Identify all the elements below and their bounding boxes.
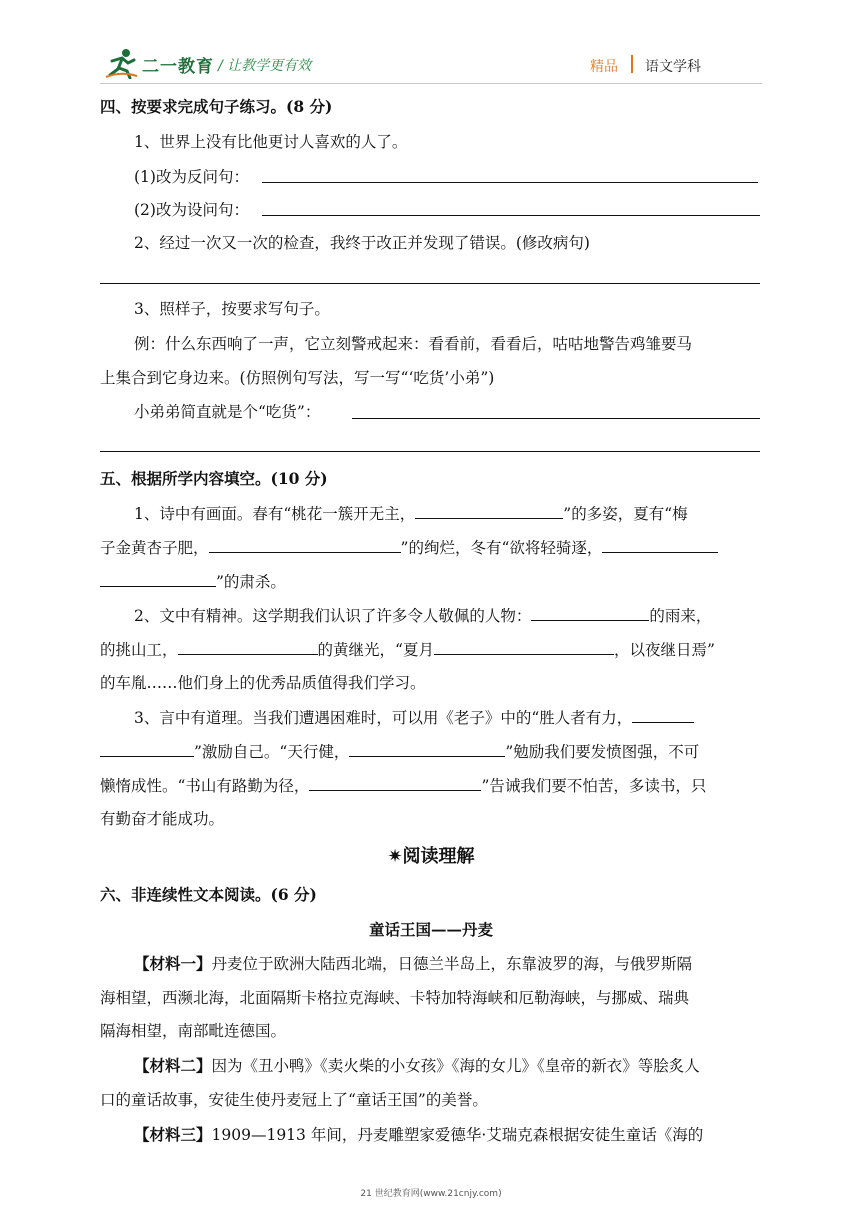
q2-text: 2、经过一次又一次的检查，我终于改正并发现了错误。(修改病句) [134,234,590,252]
material-line: 隔海相望，南部毗连德国。 [100,1022,287,1040]
text: 2、文中有精神。这学期我们认识了许多令人敬佩的人物： [134,607,532,625]
answer-blank[interactable] [349,741,505,757]
material-tag: 【材料一】 [134,954,212,973]
answer-blank[interactable] [100,571,216,587]
text: 子金黄杏子肥， [100,539,209,557]
answer-line[interactable] [100,451,760,452]
runner-logo-icon [104,47,138,79]
answer-blank[interactable] [100,741,194,757]
section4-title: 四、按要求完成句子练习。(8 分) [100,97,333,116]
answer-blank[interactable] [531,605,649,621]
answer-blank[interactable] [309,775,481,791]
text: 的黄继光，“夏月 [317,641,434,659]
text: ，以夜继日焉” [613,641,715,659]
fill-line [100,571,286,592]
material-line: 海相望，西濒北海，北面隔斯卡格拉克海峡、卡特加特海峡和厄勒海峡，与挪威、瑞典 [100,989,690,1007]
text: ”激励自己。“天行健， [194,743,350,761]
brand-name: 二一教育 [142,57,214,77]
text: 的挑山工， [100,641,178,659]
q1a-label: (1)改为反问句： [134,168,249,186]
text: 1909—1913 年间，丹麦雕塑家爱德华·艾瑞克森根据安徒生童话《海的 [211,1126,704,1144]
material-line [134,954,692,974]
example-line-2: 上集合到它身边来。(仿照例句写法，写一写“‘吃货’小弟”) [100,369,495,387]
material-tag: 【材料三】 [134,1125,212,1144]
reading-heading: ✷阅读理解 [387,846,475,867]
text: ”的多姿，夏有“梅 [563,505,688,523]
fill-line [134,707,694,728]
header-divider [100,83,762,84]
fill-line [134,503,688,524]
fill-line [100,741,699,762]
answer-blank[interactable] [209,537,401,553]
answer-blank[interactable] [632,707,694,723]
section6-title: 六、非连续性文本阅读。(6 分) [100,885,317,904]
fill-line [100,639,715,660]
text: ”勉励我们要发愤图强，不可 [505,743,700,761]
fill-line: 的车胤……他们身上的优秀品质值得我们学习。 [100,674,426,692]
slogan: / 让教学更有效 [218,58,312,74]
answer-line[interactable] [100,283,760,284]
text: 丹麦位于欧洲大陆西北端，日德兰半岛上，东靠波罗的海，与俄罗斯隔 [211,955,693,973]
fill-line [100,775,706,796]
footer: 21 世纪教育网(www.21cnjy.com) [360,1189,502,1199]
q3-text: 3、照样子，按要求写句子。 [134,300,330,318]
text: ”的绚烂，冬有“欲将轻骑逐， [400,539,603,557]
q1-text: 1、世界上没有比他更讨人喜欢的人了。 [134,133,408,151]
section5-title: 五、根据所学内容填空。(10 分) [100,469,328,488]
premium-label: 精品 [590,59,618,75]
fill-line: 有勤奋才能成功。 [100,810,225,828]
material-line [134,1056,700,1076]
answer-line[interactable] [262,215,760,216]
q3a-label: 小弟弟简直就是个“吃货”： [134,403,321,421]
text: 因为《丑小鸭》《卖火柴的小女孩》《海的女儿》《皇帝的新衣》等脍炙人 [211,1057,700,1075]
material-line: 口的童话故事，安徒生使丹麦冠上了“童话王国”的美誉。 [100,1091,488,1109]
answer-blank[interactable] [602,537,718,553]
answer-blank[interactable] [178,639,318,655]
answer-line[interactable] [352,418,760,419]
text: 1、诗中有画面。春有“桃花一簇开无主， [134,505,416,523]
text: ”告诫我们要不怕苦，多读书，只 [481,777,707,795]
answer-blank[interactable] [415,503,563,519]
text: ”的肃杀。 [216,573,286,591]
answer-blank[interactable] [434,639,614,655]
text: 懒惰成性。“书山有路勤为径， [100,777,310,795]
material-tag: 【材料二】 [134,1056,212,1075]
q1b-label: (2)改为设问句： [134,201,249,219]
article-title: 童话王国——丹麦 [368,920,493,939]
text: 的雨来， [649,607,712,625]
header-separator [631,55,633,73]
subject-label: 语文学科 [645,59,701,75]
example-line-1: 例：什么东西响了一声，它立刻警戒起来：看看前，看看后，咕咕地警告鸡雏要马 [134,335,693,353]
fill-line [134,605,711,626]
text: 3、言中有道理。当我们遭遇困难时，可以用《老子》中的“胜人者有力， [134,709,633,727]
answer-line[interactable] [262,182,758,183]
fill-line [100,537,718,558]
material-line [134,1125,703,1145]
